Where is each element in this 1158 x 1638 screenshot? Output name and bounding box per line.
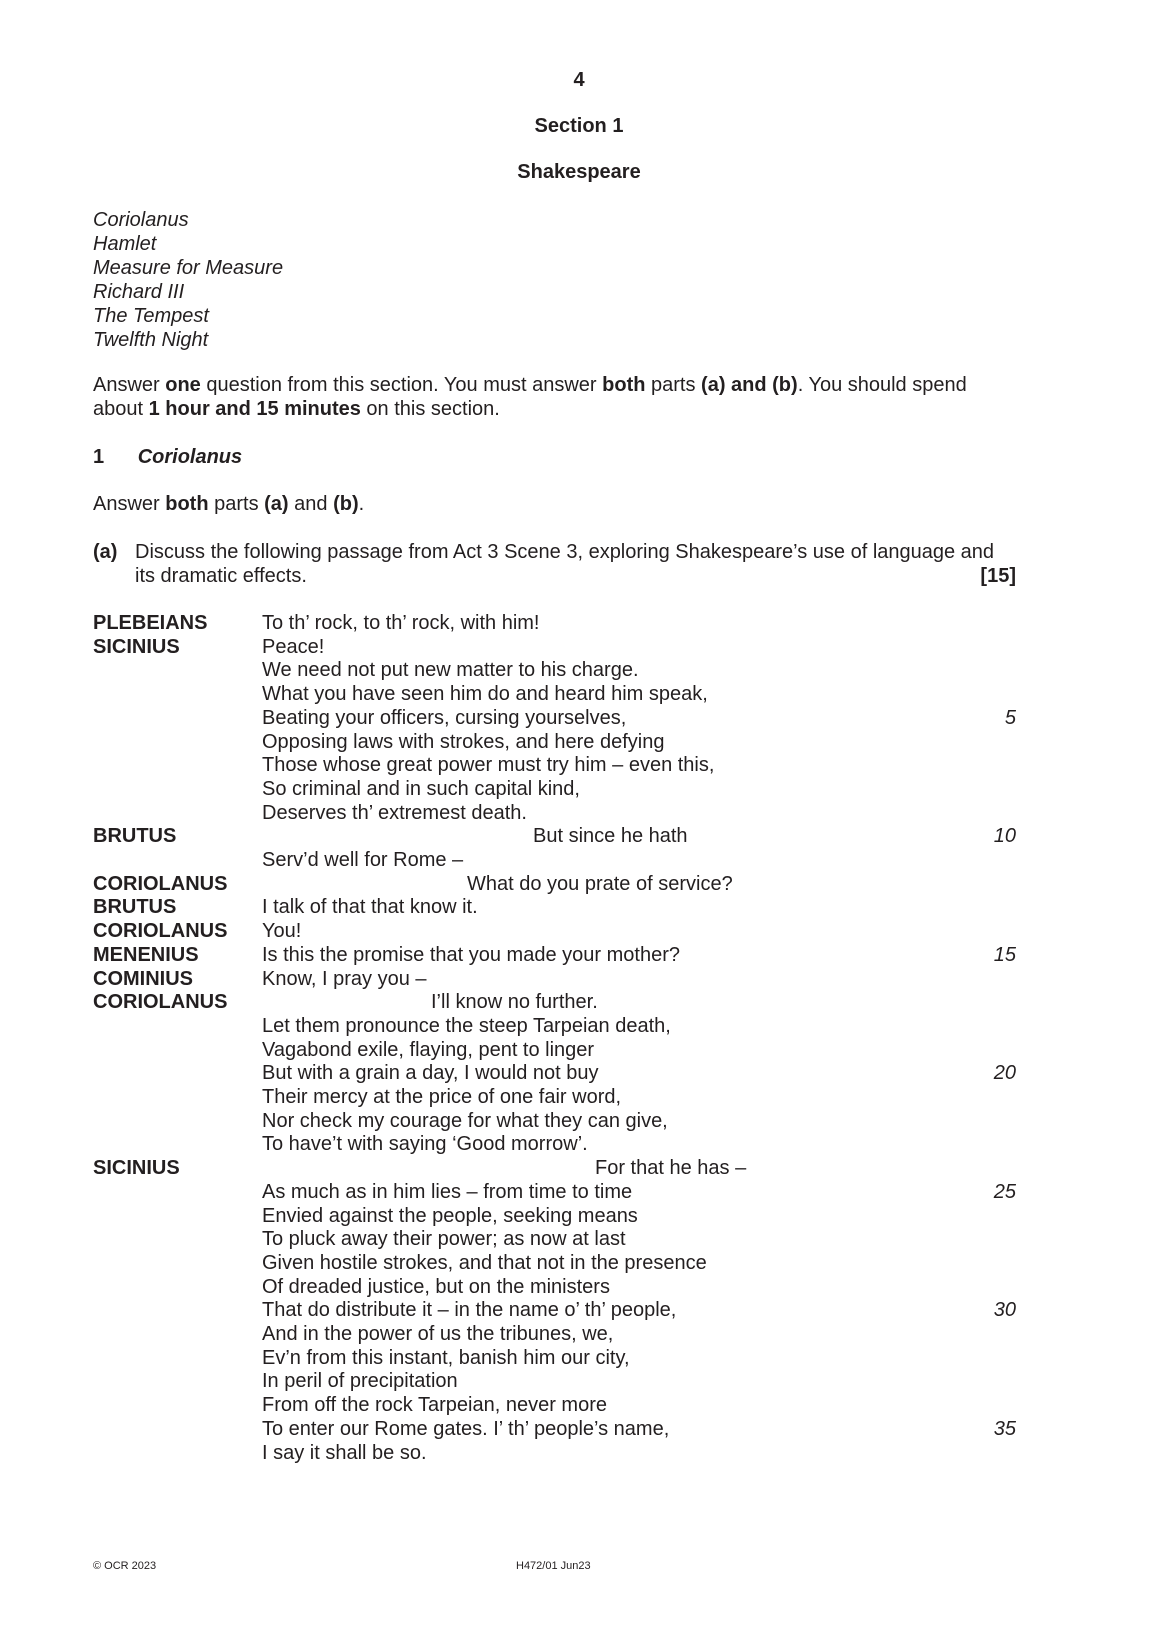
speaker-name: CORIOLANUS xyxy=(93,991,228,1014)
part-label: (a) xyxy=(93,541,118,563)
passage-line xyxy=(93,895,1016,919)
line-text: You! xyxy=(262,920,302,943)
line-text: What do you prate of service? xyxy=(467,872,733,895)
passage-line xyxy=(93,1251,1016,1275)
footer-code: H472/01 Jun23 xyxy=(516,1560,591,1572)
play-list xyxy=(93,208,283,352)
passage-line xyxy=(93,1275,1016,1299)
passage-line xyxy=(93,1085,1016,1109)
question-title: Coriolanus xyxy=(137,446,243,468)
passage-line xyxy=(93,919,1016,943)
line-text: We need not put new matter to his charge. xyxy=(262,659,639,682)
passage-line xyxy=(93,1393,1016,1417)
line-text: What you have seen him do and heard him speak, xyxy=(262,683,708,706)
section-title: Section 1 xyxy=(534,115,624,137)
section-instruction: Answer one question from this section. You must answer both parts (a) and (b). You should spend about 1 hour and 15 minutes on this section. xyxy=(93,374,967,420)
play-item: The Tempest xyxy=(93,305,209,327)
part-prompt-line: its dramatic effects. xyxy=(135,565,307,587)
line-text: But since he hath xyxy=(533,825,688,848)
line-number: 10 xyxy=(993,825,1016,848)
line-text: Know, I pray you – xyxy=(262,967,427,990)
line-text: Given hostile strokes, and that not in the presence xyxy=(262,1251,707,1274)
passage-line xyxy=(93,1109,1016,1133)
passage-line xyxy=(93,1298,1016,1322)
passage-line xyxy=(93,658,1016,682)
line-text: But with a grain a day, I would not buy xyxy=(262,1062,599,1085)
passage-line xyxy=(93,943,1016,967)
passage-line xyxy=(93,1014,1016,1038)
line-text: Envied against the people, seeking means xyxy=(262,1204,638,1227)
passage-line xyxy=(93,1038,1016,1062)
line-text: Let them pronounce the steep Tarpeian death, xyxy=(262,1014,671,1037)
part-prompt-line: Discuss the following passage from Act 3 Scene 3, exploring Shakespeare’s use of language and xyxy=(135,541,995,563)
line-text: That do distribute it – in the name o’ th’ people, xyxy=(262,1299,677,1322)
answer-instruction: Answer both parts (a) and (b). xyxy=(93,493,365,515)
passage-line xyxy=(93,777,1016,801)
line-text: Serv’d well for Rome – xyxy=(262,849,464,871)
line-text: Ev’n from this instant, banish him our city, xyxy=(262,1346,630,1369)
passage-line xyxy=(93,1441,1016,1465)
line-text: So criminal and in such capital kind, xyxy=(262,777,580,800)
passage-line xyxy=(93,1346,1016,1370)
passage-line xyxy=(93,1061,1016,1085)
play-item: Measure for Measure xyxy=(93,257,284,279)
passage-line xyxy=(93,801,1016,825)
line-text: Their mercy at the price of one fair word, xyxy=(262,1086,622,1108)
passage-line xyxy=(93,1227,1016,1251)
speaker-name: BRUTUS xyxy=(93,825,177,848)
passage-line xyxy=(93,1180,1016,1204)
line-text: Nor check my courage for what they can give, xyxy=(262,1109,668,1132)
speaker-name: BRUTUS xyxy=(93,896,177,919)
marks: [15] xyxy=(980,565,1016,587)
passage-line xyxy=(93,967,1016,991)
line-text: And in the power of us the tribunes, we, xyxy=(262,1323,614,1345)
play-item: Coriolanus xyxy=(93,209,189,231)
line-number: 20 xyxy=(993,1062,1016,1085)
play-item: Twelfth Night xyxy=(93,329,209,351)
play-item: Richard III xyxy=(93,281,185,303)
line-text: Those whose great power must try him – even this, xyxy=(262,754,715,777)
passage-line xyxy=(93,824,1016,848)
passage-line xyxy=(93,730,1016,754)
line-number: 15 xyxy=(993,943,1016,966)
passage-line xyxy=(93,872,1016,896)
passage-line xyxy=(93,1156,1016,1180)
line-number: 25 xyxy=(993,1180,1016,1203)
line-number: 35 xyxy=(993,1417,1016,1440)
speaker-name: CORIOLANUS xyxy=(93,872,228,895)
line-text: From off the rock Tarpeian, never more xyxy=(262,1394,607,1417)
passage-line xyxy=(93,848,1016,872)
section-subtitle: Shakespeare xyxy=(517,161,641,183)
line-text: Beating your officers, cursing yourselves, xyxy=(262,706,627,729)
passage-line xyxy=(93,706,1016,730)
passage-line xyxy=(93,1322,1016,1346)
passage-line xyxy=(93,1132,1016,1156)
passage-line xyxy=(93,1204,1016,1228)
line-number: 30 xyxy=(993,1299,1016,1322)
line-number: 5 xyxy=(1004,706,1016,729)
line-text: To th’ rock, to th’ rock, with him! xyxy=(262,612,540,634)
line-text: Peace! xyxy=(262,635,325,658)
speaker-name: SICINIUS xyxy=(93,1157,180,1180)
speaker-name: COMINIUS xyxy=(93,967,193,990)
passage-line xyxy=(93,753,1016,777)
line-text: Opposing laws with strokes, and here defying xyxy=(262,730,665,753)
line-text: Vagabond exile, flaying, pent to linger xyxy=(262,1038,595,1061)
speaker-name: MENENIUS xyxy=(93,943,199,966)
line-text: To pluck away their power; as now at last xyxy=(262,1228,626,1251)
line-text: Is this the promise that you made your mother? xyxy=(262,943,680,966)
line-text: I talk of that that know it. xyxy=(262,896,478,919)
passage-line xyxy=(93,990,1016,1014)
line-text: To have’t with saying ‘Good morrow’. xyxy=(262,1133,588,1156)
line-text: For that he has – xyxy=(595,1157,747,1180)
page-number: 4 xyxy=(573,69,585,91)
passage-line xyxy=(93,682,1016,706)
question-heading xyxy=(93,445,242,469)
line-text: Of dreaded justice, but on the ministers xyxy=(262,1275,610,1298)
line-text: To enter our Rome gates. I’ th’ people’s name, xyxy=(262,1417,670,1440)
play-item: Hamlet xyxy=(93,233,157,255)
line-text: Deserves th’ extremest death. xyxy=(262,801,527,824)
footer-copyright: © OCR 2023 xyxy=(93,1560,157,1572)
question-part-a xyxy=(93,540,1016,588)
line-text: In peril of precipitation xyxy=(262,1370,458,1393)
speaker-name: CORIOLANUS xyxy=(93,920,228,943)
question-number: 1 xyxy=(93,446,105,468)
passage-line xyxy=(93,611,1016,635)
line-text: I say it shall be so. xyxy=(262,1441,427,1464)
passage-line xyxy=(93,1369,1016,1393)
speaker-name: SICINIUS xyxy=(93,635,180,658)
passage-line xyxy=(93,1417,1016,1441)
line-text: I’ll know no further. xyxy=(431,991,598,1014)
passage-line xyxy=(93,635,1016,659)
speaker-name: PLEBEIANS xyxy=(93,612,208,634)
line-text: As much as in him lies – from time to time xyxy=(262,1180,633,1203)
